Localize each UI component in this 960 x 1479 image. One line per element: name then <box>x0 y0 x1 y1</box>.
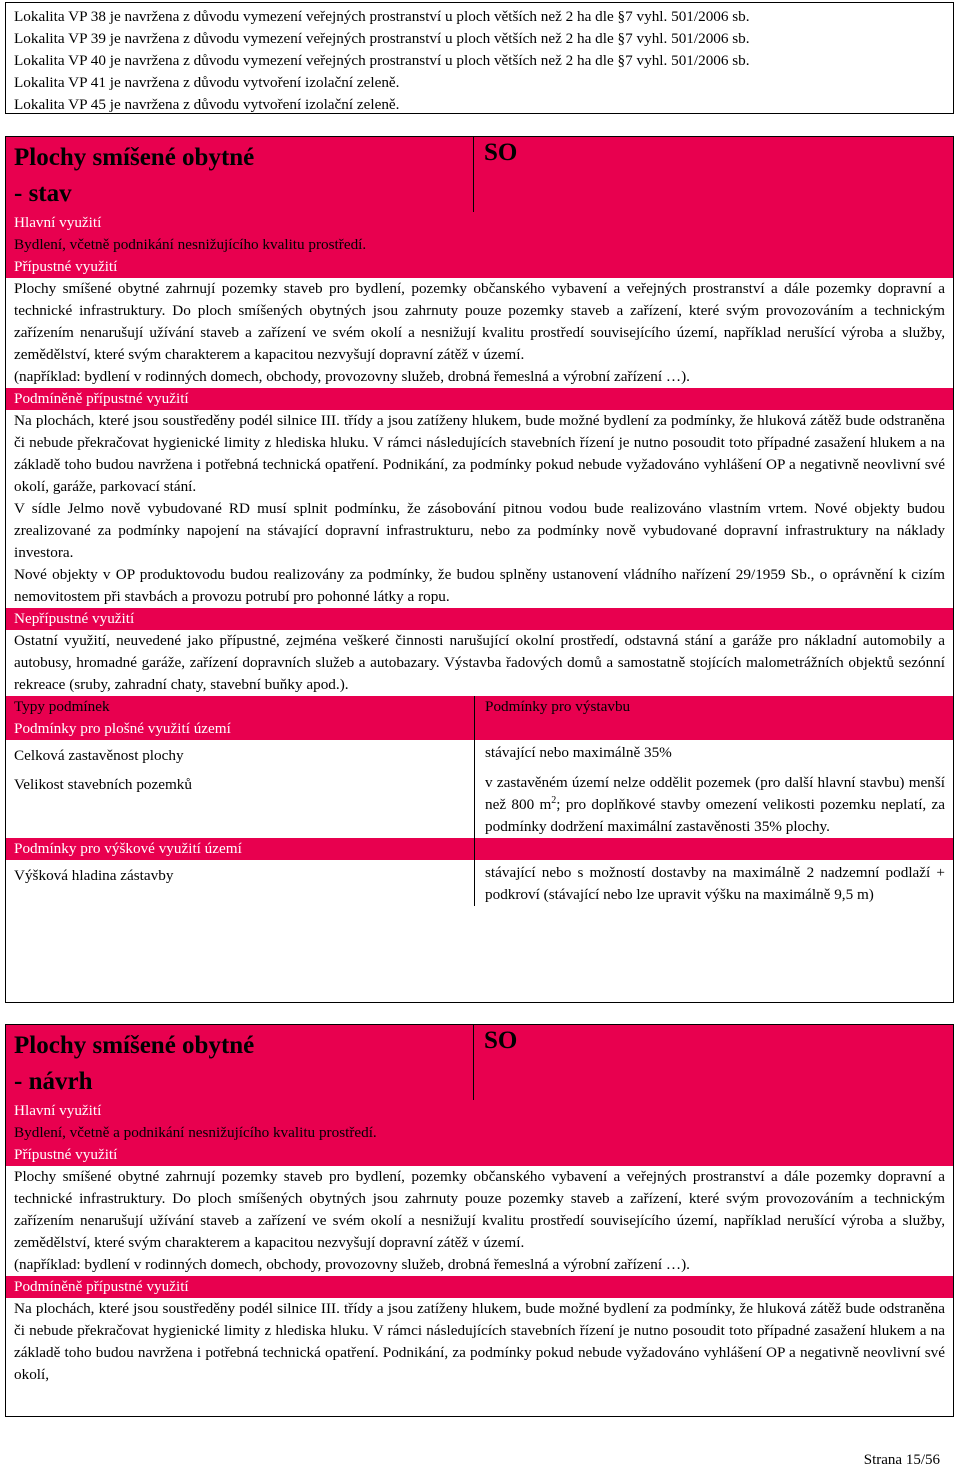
section-body <box>6 212 953 256</box>
vyskove-label: Podmínky pro výškové využití území <box>14 840 242 857</box>
section-body <box>6 1100 953 1144</box>
section-header <box>6 1025 953 1100</box>
pripustne-text: Plochy smíšené obytné zahrnují pozemky staveb pro bydlení, pozemky občanského vybavení a veřejných prostranství a dále pozemky dopravní a technické infrastruktury. Do ploch smíšených obytných jsou zahrnuty pouze pozemky staveb a zařízení, které svým provozováním a technickým zařízením nenarušují užívání staveb a zařízení ve svém okolí a nesnižují kvalitu prostředí souvisejícího území, například nerušící výroba a služby, zemědělství, které svým charakterem a kapacitou nezvyšují dopravní zátěž v území. <box>14 280 945 363</box>
conditions-header-row <box>6 696 953 740</box>
intro-line: Lokalita VP 40 je navržena z důvodu vymezení veřejných prostranství u ploch větších než 2 ha dle §7 vyhl. 501/2006 sb. <box>14 52 750 69</box>
podminene-label: Podmíněně přípustné využití <box>6 1276 953 1298</box>
conditions-subheader-row <box>6 838 953 860</box>
intro-line: Lokalita VP 38 je navržena z důvodu vymezení veřejných prostranství u ploch větších než 2 ha dle §7 vyhl. 501/2006 sb. <box>14 8 750 25</box>
hlavni-text: Bydlení, včetně a podnikání nesnižujícího kvalitu prostředí. <box>14 1124 377 1141</box>
pripustne-label: Přípustné využití <box>6 1144 953 1166</box>
hlavni-label: Hlavní využití <box>14 1102 102 1119</box>
section-title: Plochy smíšené obytné <box>14 1032 255 1059</box>
intro-line: Lokalita VP 41 je navržena z důvodu vytvoření izolační zeleně. <box>14 74 400 91</box>
podminene-paragraph: Na plochách, které jsou soustředěny podél silnice III. třídy a jsou zatíženy hlukem, bude možné bydlení za podmínky, že hluková zátěž bude odstraněna či nebude překračovat hygienické limity z hlediska hluku. V rámci následujících stavebních řízení je nutno posoudit toto případné zasažení hlukem a na základě toho budou navržena i potřebná technická opatření. Podnikání, za podmínky pokud nebude vyžadováno vyhlášení OP a negativně neovlivní své okolí, garáže, parkovací stání. <box>14 412 945 495</box>
condition-row <box>6 770 953 838</box>
section-header <box>6 137 953 212</box>
podminene-paragraph: Nové objekty v OP produktovodu budou realizovány za podmínky, že budou splněny ustanovení vládního nařízení 29/1959 Sb., o oprávnění k cizím nemovitostem při stavbách a provozu potrubí pro pohonné látky a ropu. <box>14 566 945 605</box>
vystavba-label: Podmínky pro výstavbu <box>485 698 631 715</box>
header-divider <box>473 1025 474 1100</box>
pripustne-example: (například: bydlení v rodinných domech, obchody, provozovny služeb, drobná řemeslná a výrobní zařízení …). <box>14 1256 690 1273</box>
zastavenost-label: Celková zastavěnost plochy <box>14 747 184 764</box>
hlavni-label: Hlavní využití <box>14 214 102 231</box>
podminene-paragraph: V sídle Jelmo nově vybudované RD musí splnit podmínku, že zásobování pitnou vodou bude realizováno vlastním vrtem. Nové objekty budou zrealizované za podmínky napojení na stávající dopravní infrastrukturu, nebo za podmínky nově vybudované dopravní infrastruktury na náklady investora. <box>14 500 945 561</box>
hladina-value: stávající nebo s možností dostavby na maximálně 2 nadzemní podlaží + podkroví (stávající nebo lze upravit výšku na maximálně 9,5 m) <box>485 864 945 903</box>
pripustne-example: (například: bydlení v rodinných domech, obchody, provozovny služeb, drobná řemeslná a výrobní zařízení …). <box>14 368 690 385</box>
velikost-value: v zastavěném území nelze oddělit pozemek (pro další hlavní stavbu) menší než 800 $m^2$; pro doplňkové stavby omezení velikosti pozemku neplatí, za podmínky dodržení maximální zastavěnosti 35% plochy. <box>485 774 946 835</box>
condition-row <box>6 860 953 906</box>
page-number: Strana 15/56 <box>863 1452 940 1468</box>
velikost-label: Velikost stavebních pozemků <box>14 776 192 793</box>
section-content <box>6 256 953 696</box>
section-subtitle: - návrh <box>14 1068 93 1095</box>
section-stav <box>5 136 954 1003</box>
zastavenost-value: stávající nebo maximálně 35% <box>485 744 672 761</box>
typy-label: Typy podmínek <box>14 698 110 715</box>
section-code: SO <box>484 139 518 166</box>
intro-box <box>5 2 954 114</box>
pripustne-label: Přípustné využití <box>6 256 953 278</box>
plosne-label: Podmínky pro plošné využití území <box>14 720 231 737</box>
pripustne-text: Plochy smíšené obytné zahrnují pozemky staveb pro bydlení, pozemky občanského vybavení a veřejných prostranství a dále pozemky dopravní a technické infrastruktury. Do ploch smíšených obytných jsou zahrnuty pouze pozemky staveb a zařízení, které svým provozováním a technickým zařízením nenarušují užívání staveb a zařízení ve svém okolí a nesnižují kvalitu prostředí souvisejícího území, například nerušící výroba a služby, zemědělství, které svým charakterem a kapacitou nezvyšují dopravní zátěž v území. <box>14 1168 945 1251</box>
section-subtitle: - stav <box>14 180 72 207</box>
section-content <box>6 1144 953 1386</box>
header-divider <box>473 137 474 212</box>
neprip-label: Nepřípustné využití <box>6 608 953 630</box>
hlavni-text: Bydlení, včetně podnikání nesnižujícího kvalitu prostředí. <box>14 236 367 253</box>
section-code: SO <box>484 1027 518 1054</box>
podminene-paragraph: Na plochách, které jsou soustředěny podél silnice III. třídy a jsou zatíženy hlukem, bude možné bydlení za podmínky, že hluková zátěž bude odstraněna či nebude překračovat hygienické limity z hlediska hluku. V rámci následujících stavebních řízení je nutno posoudit toto případné zasažení hlukem a na základě toho budou navržena i potřebná technická opatření. Podnikání, za podmínky pokud nebude vyžadováno vyhlášení OP a negativně neovlivní své okolí, <box>14 1300 945 1383</box>
intro-line: Lokalita VP 39 je navržena z důvodu vymezení veřejných prostranství u ploch větších než 2 ha dle §7 vyhl. 501/2006 sb. <box>14 30 750 47</box>
section-title: Plochy smíšené obytné <box>14 144 255 171</box>
podminene-label: Podmíněně přípustné využití <box>6 388 953 410</box>
hladina-label: Výšková hladina zástavby <box>14 867 174 884</box>
condition-row <box>6 740 953 770</box>
intro-line: Lokalita VP 45 je navržena z důvodu vytvoření izolační zeleně. <box>14 96 400 113</box>
section-navrh <box>5 1024 954 1417</box>
neprip-text: Ostatní využití, neuvedené jako přípustné, zejména veškeré činnosti narušující okolní prostředí, odstavná stání a garáže pro nákladní automobily a autobusy, hromadné garáže, zařízení dopravních služeb a autobazary. Výstavba řadových domů a samostatně stojících malometrážních objektů sezónní rekreace (sruby, zahradní chaty, stavební buňky apod.). <box>14 632 945 693</box>
